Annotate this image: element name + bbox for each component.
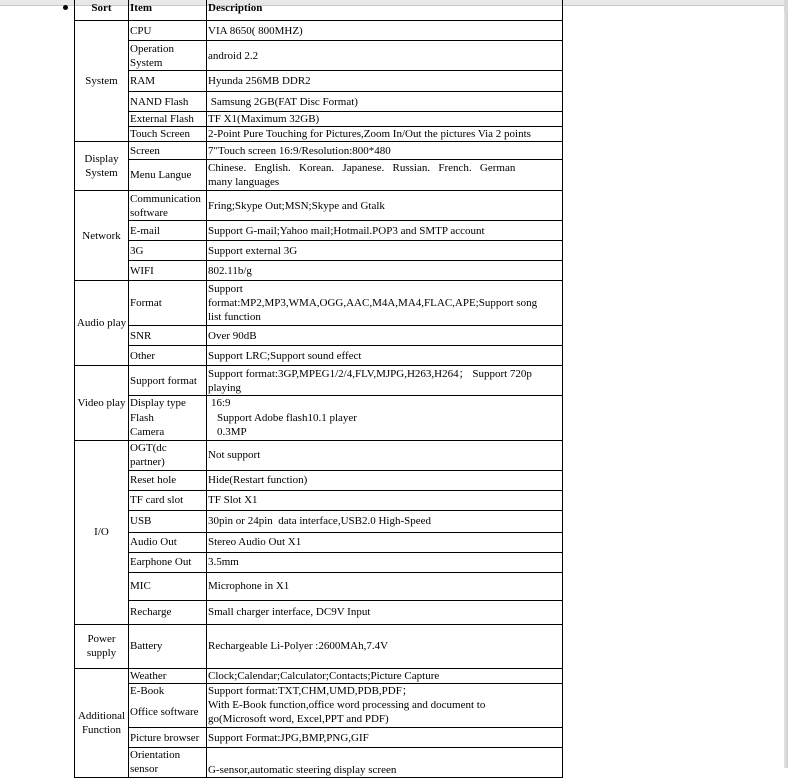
item-display-type: Display type <box>129 396 207 411</box>
desc-snr: Over 90dB <box>207 326 563 346</box>
item-weather: Weather <box>129 668 207 683</box>
desc-earphone-out: 3.5mm <box>207 552 563 572</box>
table-row <box>75 510 563 532</box>
table-row <box>75 470 563 490</box>
table-row <box>75 600 563 624</box>
header-item: Item <box>129 0 207 21</box>
item-video-format: Support format <box>129 366 207 396</box>
spec-table <box>74 0 563 778</box>
desc-audio-format: Support format:MP2,MP3,WMA,OGG,AAC,M4A,MA4,FLAC,APE;Support song list function <box>207 281 563 326</box>
desc-picture-browser: Support Format:JPG,BMP,PNG,GIF <box>207 728 563 748</box>
item-communication: Communication software <box>129 191 207 221</box>
item-email: E-mail <box>129 221 207 241</box>
desc-cpu: VIA 8650( 800MHZ) <box>207 21 563 41</box>
header-description: Description <box>207 0 563 21</box>
table-row <box>75 281 563 326</box>
table-row <box>75 346 563 366</box>
item-wifi: WIFI <box>129 261 207 281</box>
table-row <box>75 41 563 71</box>
table-row <box>75 572 563 600</box>
item-usb: USB <box>129 510 207 532</box>
item-camera: Camera <box>129 425 207 440</box>
table-row <box>75 127 563 142</box>
desc-flash: Support Adobe flash10.1 player <box>207 410 563 425</box>
desc-ogt: Not support <box>207 440 563 470</box>
item-office: Office software <box>129 698 207 728</box>
vertical-scrollbar[interactable] <box>784 0 788 768</box>
desc-nand: Samsung 2GB(FAT Disc Format) <box>207 92 563 112</box>
table-header-row <box>75 0 563 21</box>
table-row <box>75 112 563 127</box>
item-audio-out: Audio Out <box>129 532 207 552</box>
table-row <box>75 396 563 411</box>
item-menu-langue: Menu Langue <box>129 160 207 191</box>
sort-additional: Additional Function <box>75 668 129 778</box>
desc-os: android 2.2 <box>207 41 563 71</box>
desc-weather: Clock;Calendar;Calculator;Contacts;Picture Capture <box>207 668 563 683</box>
desc-audio-other: Support LRC;Support sound effect <box>207 346 563 366</box>
scrollbar-thumb[interactable] <box>784 0 788 12</box>
sort-video: Video play <box>75 366 129 441</box>
table-row <box>75 326 563 346</box>
item-ram: RAM <box>129 71 207 92</box>
table-row <box>75 71 563 92</box>
sort-io: I/O <box>75 440 129 624</box>
item-tf-card: TF card slot <box>129 490 207 510</box>
table-row <box>75 552 563 572</box>
desc-camera: 0.3MP <box>207 425 563 440</box>
item-mic: MIC <box>129 572 207 600</box>
desc-recharge: Small charger interface, DC9V Input <box>207 600 563 624</box>
item-cpu: CPU <box>129 21 207 41</box>
table-row <box>75 490 563 510</box>
item-snr: SNR <box>129 326 207 346</box>
table-row <box>75 160 563 191</box>
desc-menu-langue: Chinese. English. Korean. Japanese. Russian. French. German many languages <box>207 160 563 191</box>
sort-display: Display System <box>75 142 129 191</box>
item-ebook: E-Book <box>129 683 207 698</box>
table-row <box>75 261 563 281</box>
item-os: Operation System <box>129 41 207 71</box>
item-orientation: Orientation sensor <box>129 748 207 778</box>
table-row <box>75 410 563 425</box>
item-touch-screen: Touch Screen <box>129 127 207 142</box>
desc-wifi: 802.11b/g <box>207 261 563 281</box>
desc-communication: Fring;Skype Out;MSN;Skype and Gtalk <box>207 191 563 221</box>
desc-email: Support G-mail;Yahoo mail;Hotmail.POP3 and SMTP account <box>207 221 563 241</box>
desc-video-format: Support format:3GP,MPEG1/2/4,FLV,MJPG,H263,H264； Support 720p playing <box>207 366 563 396</box>
item-external-flash: External Flash <box>129 112 207 127</box>
table-row <box>75 532 563 552</box>
item-earphone-out: Earphone Out <box>129 552 207 572</box>
table-row <box>75 683 563 698</box>
table-row <box>75 698 563 728</box>
desc-orientation: G-sensor,automatic steering display screen <box>207 748 563 778</box>
table-row <box>75 142 563 160</box>
sort-audio: Audio play <box>75 281 129 366</box>
table-row <box>75 21 563 41</box>
desc-3g: Support external 3G <box>207 241 563 261</box>
table-row <box>75 440 563 470</box>
desc-external-flash: TF X1(Maximum 32GB) <box>207 112 563 127</box>
table-row <box>75 624 563 668</box>
list-bullet <box>63 5 68 10</box>
sort-network: Network <box>75 191 129 281</box>
desc-battery: Rechargeable Li-Polyer :2600MAh,7.4V <box>207 624 563 668</box>
table-row <box>75 668 563 683</box>
item-screen: Screen <box>129 142 207 160</box>
desc-ram: Hyunda 256MB DDR2 <box>207 71 563 92</box>
item-3g: 3G <box>129 241 207 261</box>
sort-power: Power supply <box>75 624 129 668</box>
item-ogt: OGT(dc partner) <box>129 440 207 470</box>
desc-mic: Microphone in X1 <box>207 572 563 600</box>
item-audio-format: Format <box>129 281 207 326</box>
table-row <box>75 748 563 778</box>
item-picture-browser: Picture browser <box>129 728 207 748</box>
desc-display-type: 16:9 <box>207 396 563 411</box>
desc-touch-screen: 2-Point Pure Touching for Pictures,Zoom In/Out the pictures Via 2 points <box>207 127 563 142</box>
desc-tf-card: TF Slot X1 <box>207 490 563 510</box>
sort-system: System <box>75 21 129 142</box>
item-battery: Battery <box>129 624 207 668</box>
table-row <box>75 425 563 440</box>
desc-reset-hole: Hide(Restart function) <box>207 470 563 490</box>
desc-usb: 30pin or 24pin data interface,USB2.0 High-Speed <box>207 510 563 532</box>
desc-ebook: Support format:TXT,CHM,UMD,PDB,PDF； <box>207 683 563 698</box>
desc-audio-out: Stereo Audio Out X1 <box>207 532 563 552</box>
desc-office: With E-Book function,office word processing and document to go(Microsoft word, Excel,PPT and PDF) <box>207 698 563 728</box>
table-row <box>75 241 563 261</box>
table-row <box>75 728 563 748</box>
item-audio-other: Other <box>129 346 207 366</box>
table-row <box>75 191 563 221</box>
table-row <box>75 366 563 396</box>
item-flash: Flash <box>129 410 207 425</box>
item-nand: NAND Flash <box>129 92 207 112</box>
desc-screen: 7"Touch screen 16:9/Resolution:800*480 <box>207 142 563 160</box>
item-reset-hole: Reset hole <box>129 470 207 490</box>
table-row <box>75 221 563 241</box>
header-sort: Sort <box>75 0 129 21</box>
item-recharge: Recharge <box>129 600 207 624</box>
table-row <box>75 92 563 112</box>
